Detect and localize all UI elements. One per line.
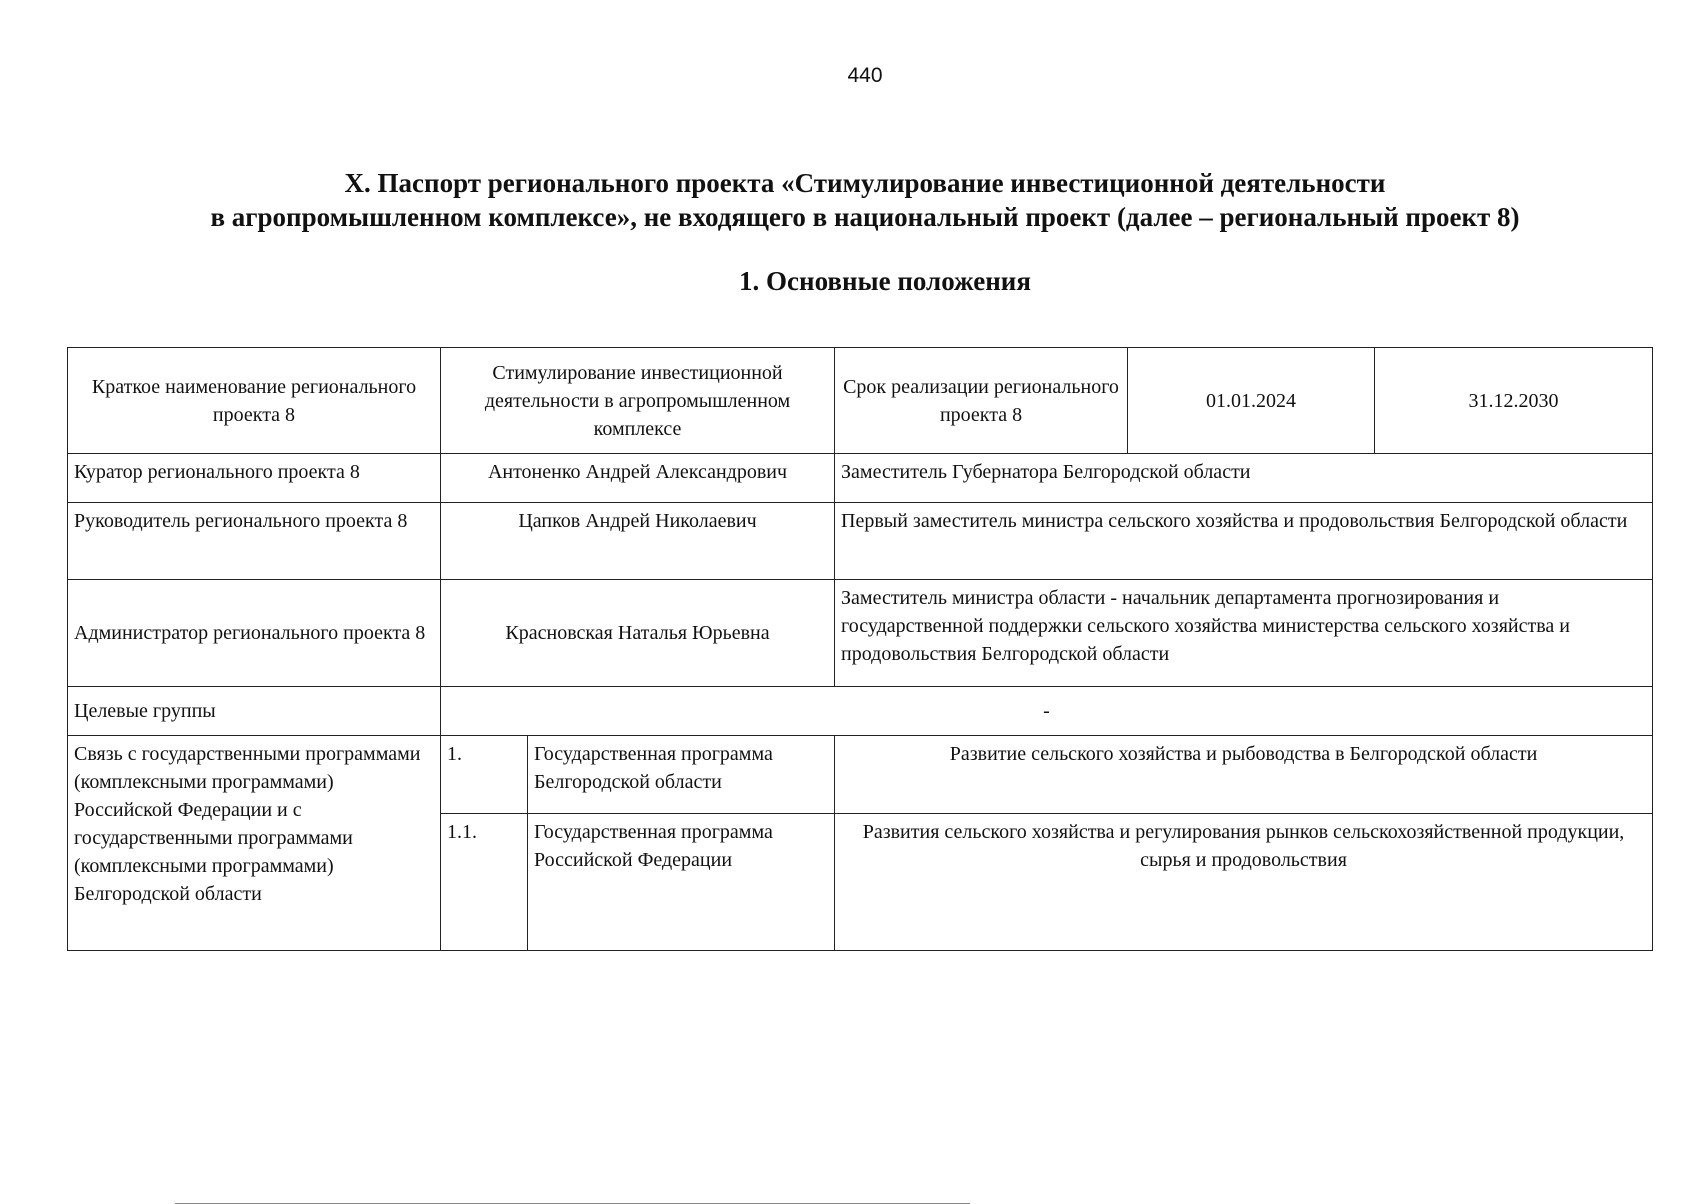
curator-name: Антоненко Андрей Александрович	[441, 454, 835, 503]
table-row-target-groups	[68, 687, 1653, 736]
table-row-curator	[68, 454, 1653, 503]
program-2-type: Государственная программа Российской Федерации	[528, 814, 835, 951]
short-name-value: Стимулирование инвестиционной деятельности в агропромышленном комплексе	[441, 348, 835, 454]
programs-label: Связь с государственными программами (комплексными программами) Российской Федерации и с государственными программами (комплексными программами) Белгородской области	[68, 736, 441, 951]
head-position: Первый заместитель министра сельского хозяйства и продовольствия Белгородской области	[835, 503, 1653, 580]
table-row-short-name	[68, 348, 1653, 454]
document-title-line-1: X. Паспорт регионального проекта «Стимулирование инвестиционной деятельности	[344, 168, 1386, 198]
program-1-type: Государственная программа Белгородской области	[528, 736, 835, 814]
program-1-name: Развитие сельского хозяйства и рыбоводства в Белгородской области	[835, 736, 1653, 814]
program-2-name: Развития сельского хозяйства и регулирования рынков сельскохозяйственной продукции, сырья и продовольствия	[835, 814, 1653, 951]
start-date: 01.01.2024	[1128, 348, 1375, 454]
section-title: 1. Основные положения	[739, 266, 1031, 296]
page-number: 440	[847, 64, 883, 87]
target-groups-value: -	[441, 687, 1653, 736]
passport-table	[67, 347, 1653, 951]
admin-label: Администратор регионального проекта 8	[68, 580, 441, 687]
head-label: Руководитель регионального проекта 8	[68, 503, 441, 580]
admin-position: Заместитель министра области - начальник департамента прогнозирования и государственной поддержки сельского хозяйства министерства сельского хозяйства и продовольствия Белгородской области	[835, 580, 1653, 687]
document-title	[60, 166, 1670, 234]
program-2-num: 1.1.	[441, 814, 528, 951]
target-groups-label: Целевые группы	[68, 687, 441, 736]
table-row-program-1	[68, 736, 1653, 814]
end-date: 31.12.2030	[1375, 348, 1653, 454]
head-name: Цапков Андрей Николаевич	[441, 503, 835, 580]
admin-name: Красновская Наталья Юрьевна	[441, 580, 835, 687]
curator-position: Заместитель Губернатора Белгородской области	[835, 454, 1653, 503]
table-row-head	[68, 503, 1653, 580]
curator-label: Куратор регионального проекта 8	[68, 454, 441, 503]
program-1-num: 1.	[441, 736, 528, 814]
document-title-line-2: в агропромышленном комплексе», не входящего в национальный проект (далее – региональный проект 8)	[210, 202, 1520, 232]
term-label: Срок реализации регионального проекта 8	[835, 348, 1128, 454]
table-row-admin	[68, 580, 1653, 687]
short-name-label: Краткое наименование регионального проекта 8	[68, 348, 441, 454]
